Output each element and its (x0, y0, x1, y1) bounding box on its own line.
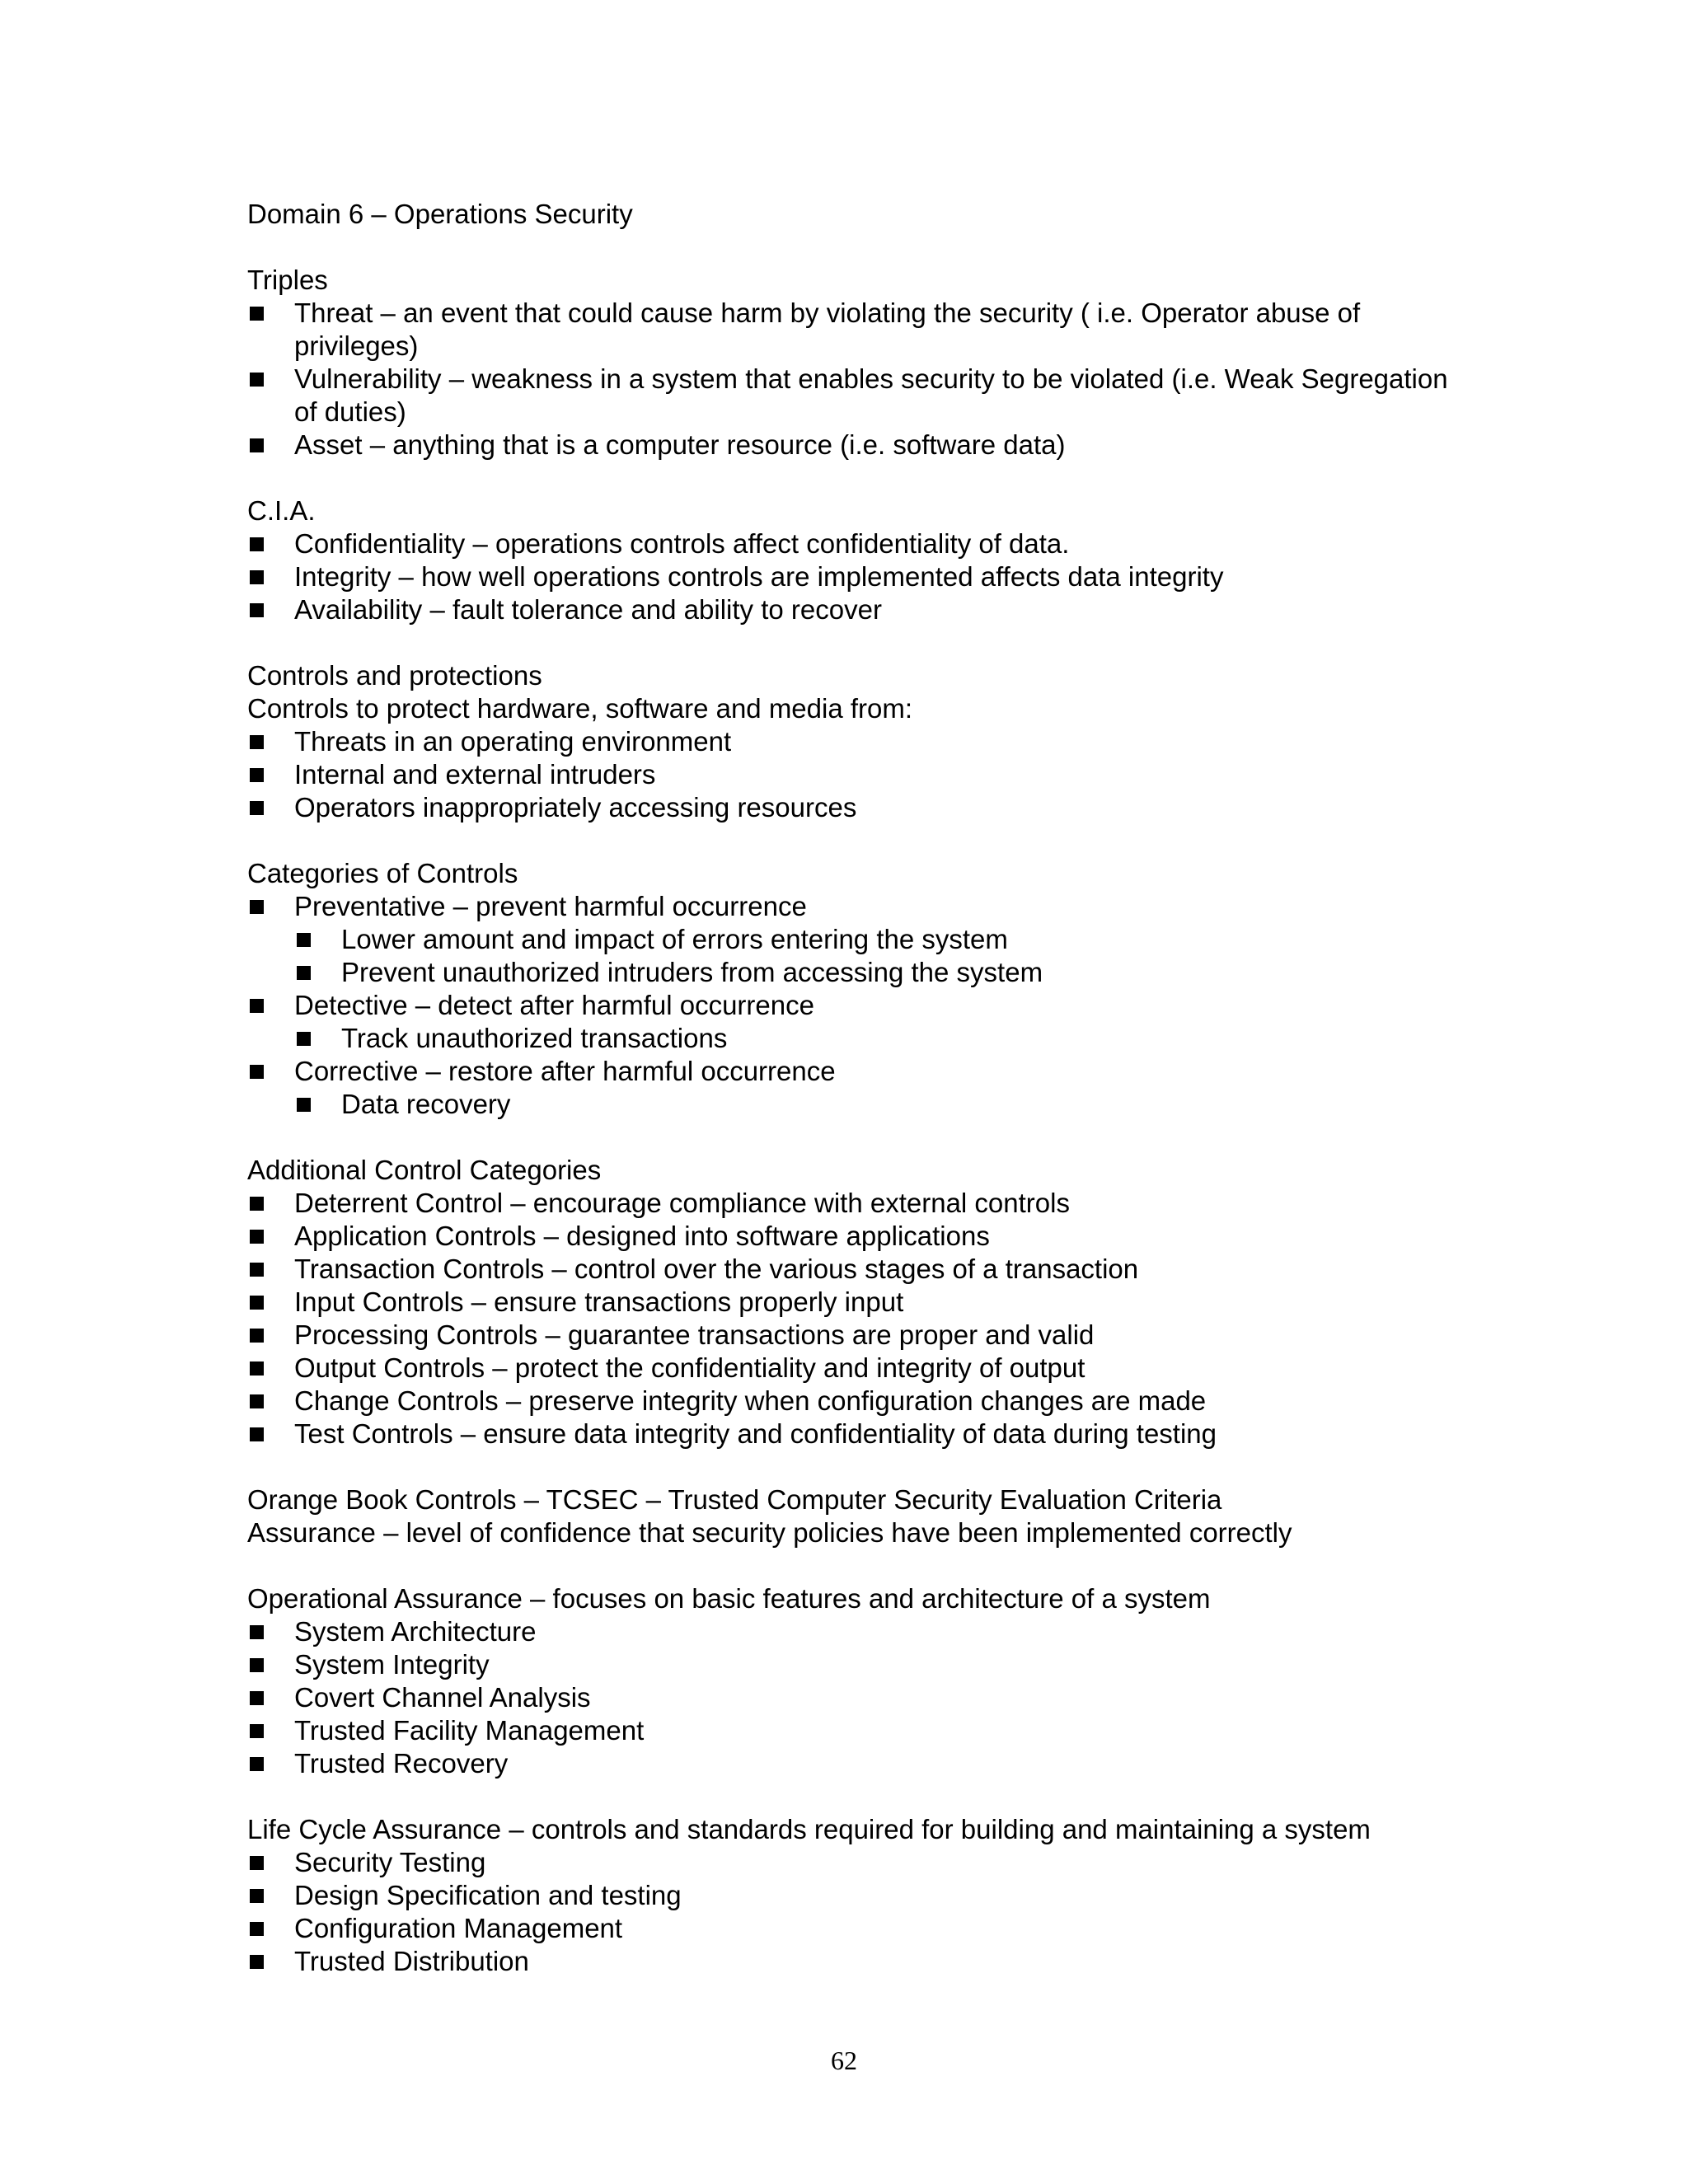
list-item-text: Covert Channel Analysis (294, 1682, 591, 1713)
square-bullet-icon (297, 1098, 311, 1112)
list-item (247, 1286, 1451, 1319)
list-item (247, 297, 1451, 363)
sub-list-item (294, 1088, 1451, 1121)
bullet-list (247, 527, 1451, 626)
list-item-text: Lower amount and impact of errors entering the system (341, 924, 1008, 954)
list-item-text: Availability – fault tolerance and ability to recover (294, 594, 882, 625)
sub-list-item (294, 956, 1451, 989)
list-item-text: Security Testing (294, 1847, 486, 1877)
section-cia (247, 494, 1451, 626)
list-item (247, 1385, 1451, 1418)
bullet-list (247, 725, 1451, 824)
list-item-text: Data recovery (341, 1089, 511, 1119)
list-item-text: Corrective – restore after harmful occurrence (294, 1056, 836, 1086)
square-bullet-icon (250, 603, 264, 617)
section-triples (247, 264, 1451, 462)
list-item-text: Configuration Management (294, 1913, 623, 1943)
square-bullet-icon (250, 1329, 264, 1343)
list-item (247, 1912, 1451, 1945)
section-heading: Life Cycle Assurance – controls and standards required for building and maintaining a system (247, 1814, 1371, 1844)
document-page (247, 198, 1451, 2011)
list-item-text: Asset – anything that is a computer resource (i.e. software data) (294, 429, 1066, 460)
list-item-text: Deterrent Control – encourage compliance with external controls (294, 1188, 1070, 1218)
bullet-list (247, 1615, 1451, 1780)
list-item-text: Trusted Distribution (294, 1946, 529, 1976)
sub-list-item (294, 923, 1451, 956)
sub-bullet-list (294, 1088, 1451, 1121)
square-bullet-icon (250, 900, 264, 914)
square-bullet-icon (250, 1263, 264, 1277)
list-item (247, 1187, 1451, 1220)
section-operational-assurance (247, 1582, 1451, 1780)
list-item (247, 1945, 1451, 1978)
list-item (247, 758, 1451, 791)
section-heading: Triples (247, 265, 328, 295)
list-item-text: Track unauthorized transactions (341, 1023, 728, 1053)
list-item (247, 1253, 1451, 1286)
square-bullet-icon (250, 735, 264, 749)
list-item (247, 527, 1451, 560)
section-categories-of-controls (247, 857, 1451, 1121)
section-orange-book (247, 1483, 1451, 1549)
section-additional-control-categories (247, 1154, 1451, 1451)
sub-bullet-list (294, 1022, 1451, 1055)
square-bullet-icon (297, 933, 311, 947)
square-bullet-icon (250, 1856, 264, 1870)
page-number: 62 (831, 2046, 857, 2075)
list-item (247, 1648, 1451, 1681)
list-item-text: Integrity – how well operations controls are implemented affects data integrity (294, 561, 1224, 592)
sub-bullet-list (294, 923, 1451, 989)
list-item (247, 593, 1451, 626)
square-bullet-icon (250, 1922, 264, 1936)
bullet-list (247, 297, 1451, 462)
square-bullet-icon (250, 1757, 264, 1771)
list-item-text: Trusted Recovery (294, 1748, 509, 1779)
square-bullet-icon (250, 999, 264, 1013)
square-bullet-icon (250, 1230, 264, 1244)
section-heading: Categories of Controls (247, 858, 518, 888)
square-bullet-icon (250, 768, 264, 782)
list-item-text: System Architecture (294, 1616, 537, 1647)
list-item-text: Test Controls – ensure data integrity and confidentiality of data during testing (294, 1418, 1217, 1449)
square-bullet-icon (250, 1361, 264, 1376)
list-item-text: Change Controls – preserve integrity when configuration changes are made (294, 1385, 1207, 1416)
document-body (247, 264, 1451, 1978)
list-item-text: Design Specification and testing (294, 1880, 682, 1910)
list-item-text: Input Controls – ensure transactions properly input (294, 1286, 904, 1317)
section-heading: Operational Assurance – focuses on basic features and architecture of a system (247, 1583, 1211, 1614)
list-item-text: Threat – an event that could cause harm by violating the security ( i.e. Operator abuse of privileges) (294, 298, 1361, 361)
section-heading: C.I.A. (247, 495, 316, 526)
section-heading: Additional Control Categories (247, 1155, 602, 1185)
square-bullet-icon (250, 1889, 264, 1903)
section-heading: Orange Book Controls – TCSEC – Trusted Computer Security Evaluation Criteria (247, 1484, 1222, 1515)
square-bullet-icon (250, 438, 264, 452)
list-item-text: Processing Controls – guarantee transactions are proper and valid (294, 1319, 1095, 1350)
square-bullet-icon (297, 1032, 311, 1046)
list-item (247, 890, 1451, 989)
list-item-text: Preventative – prevent harmful occurrence (294, 891, 807, 921)
list-item-text: Vulnerability – weakness in a system that enables security to be violated (i.e. Weak Segregation of duties) (294, 363, 1448, 427)
list-item-text: Trusted Facility Management (294, 1715, 645, 1746)
square-bullet-icon (250, 1197, 264, 1211)
square-bullet-icon (250, 1065, 264, 1079)
list-item-text: Confidentiality – operations controls affect confidentiality of data. (294, 528, 1070, 559)
list-item-text: Internal and external intruders (294, 759, 656, 790)
bullet-list (247, 1187, 1451, 1451)
list-item-text: Operators inappropriately accessing resources (294, 792, 857, 823)
list-item (247, 989, 1451, 1055)
square-bullet-icon (250, 1955, 264, 1969)
section-paragraph: Controls to protect hardware, software and media from: (247, 693, 913, 724)
list-item (247, 560, 1451, 593)
square-bullet-icon (250, 1296, 264, 1310)
section-paragraph: Assurance – level of confidence that security policies have been implemented correctly (247, 1517, 1292, 1548)
list-item (247, 1319, 1451, 1352)
sub-list-item (294, 1022, 1451, 1055)
list-item (247, 1681, 1451, 1714)
list-item-text: Output Controls – protect the confidentiality and integrity of output (294, 1352, 1085, 1383)
list-item-text: Prevent unauthorized intruders from accessing the system (341, 957, 1043, 987)
list-item (247, 429, 1451, 462)
list-item (247, 791, 1451, 824)
section-heading: Controls and protections (247, 660, 542, 691)
list-item (247, 1220, 1451, 1253)
bullet-list (247, 890, 1451, 1121)
list-item (247, 1846, 1451, 1879)
list-item (247, 1714, 1451, 1747)
square-bullet-icon (250, 307, 264, 321)
square-bullet-icon (250, 1691, 264, 1705)
square-bullet-icon (250, 1724, 264, 1738)
list-item-text: Detective – detect after harmful occurrence (294, 990, 814, 1020)
list-item (247, 1055, 1451, 1121)
section-controls-and-protections (247, 659, 1451, 824)
section-life-cycle-assurance (247, 1813, 1451, 1978)
square-bullet-icon (250, 801, 264, 815)
list-item-text: Transaction Controls – control over the various stages of a transaction (294, 1254, 1139, 1284)
list-item (247, 1879, 1451, 1912)
list-item-text: Threats in an operating environment (294, 726, 732, 757)
list-item (247, 1352, 1451, 1385)
list-item-text: System Integrity (294, 1649, 490, 1680)
list-item (247, 1418, 1451, 1451)
page-title: Domain 6 – Operations Security (247, 199, 633, 229)
bullet-list (247, 1846, 1451, 1978)
square-bullet-icon (250, 1427, 264, 1441)
square-bullet-icon (250, 1394, 264, 1408)
list-item (247, 1615, 1451, 1648)
square-bullet-icon (250, 1658, 264, 1672)
list-item (247, 725, 1451, 758)
list-item (247, 363, 1451, 429)
square-bullet-icon (250, 1625, 264, 1639)
square-bullet-icon (250, 373, 264, 387)
list-item (247, 1747, 1451, 1780)
list-item-text: Application Controls – designed into software applications (294, 1221, 990, 1251)
square-bullet-icon (250, 537, 264, 551)
square-bullet-icon (250, 570, 264, 584)
square-bullet-icon (297, 966, 311, 980)
